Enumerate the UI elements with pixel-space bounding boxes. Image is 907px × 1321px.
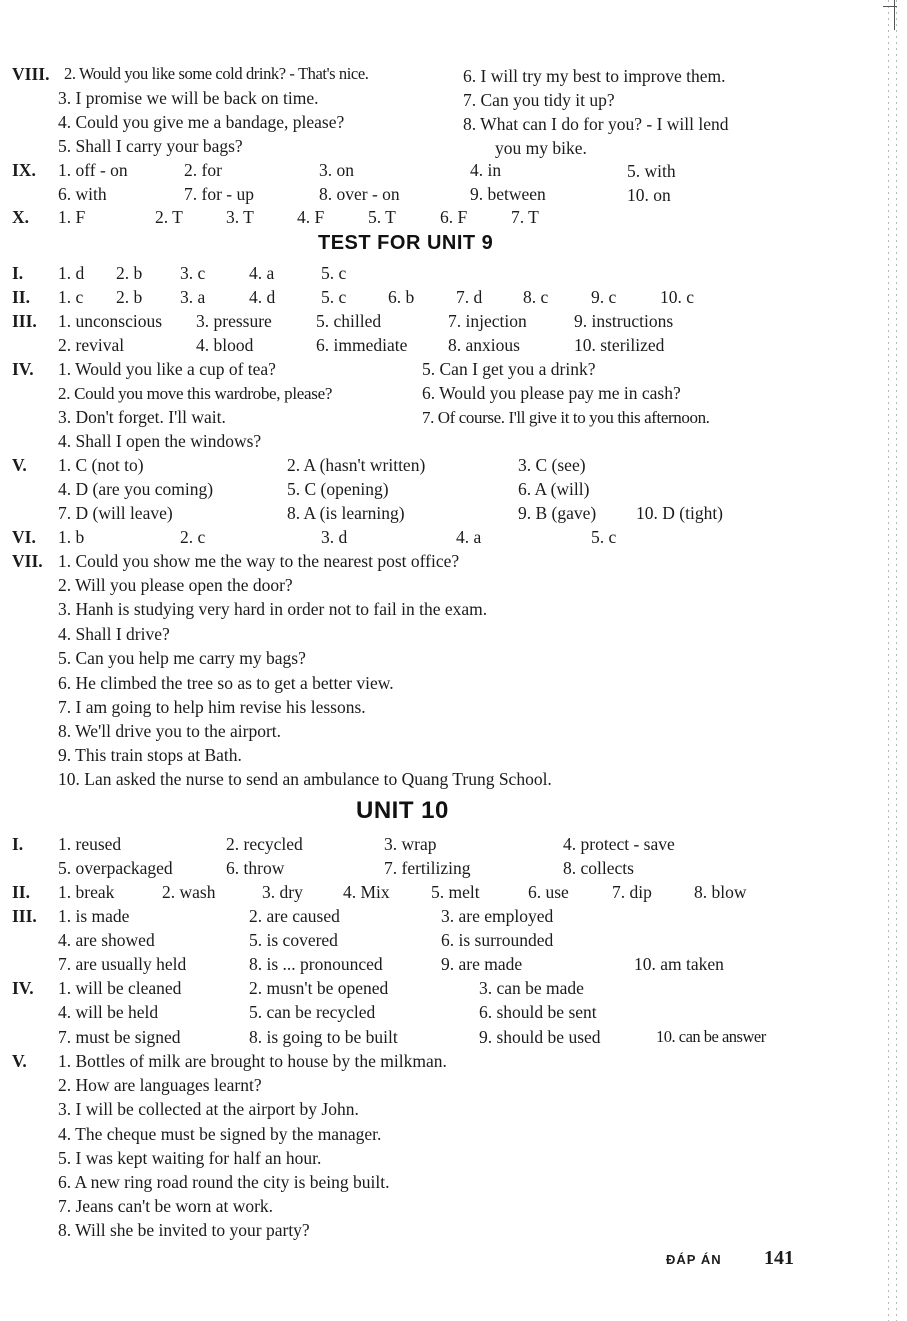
answer-item: 5. chilled <box>316 311 382 331</box>
answer-item: 3. c <box>180 263 206 283</box>
answer-item: 9. c <box>591 287 617 307</box>
section-label-iii: III. <box>12 311 37 331</box>
answer-item: 10. D (tight) <box>636 503 724 523</box>
answer-item: 10. am taken <box>634 954 724 974</box>
answer-item: 4. are showed <box>58 930 155 950</box>
answer-item: 3. are employed <box>441 906 554 926</box>
answer-item: 7. Can you tidy it up? <box>463 90 615 110</box>
section-label-ii: II. <box>12 287 30 307</box>
answer-item: 6. A new ring road round the city is being built. <box>58 1172 390 1192</box>
answer-item: 7. Jeans can't be worn at work. <box>58 1196 274 1216</box>
answer-item: 8. Will she be invited to your party? <box>58 1220 310 1240</box>
answer-item: 4. Could you give me a bandage, please? <box>58 112 345 132</box>
answer-item: 7. are usually held <box>58 954 187 974</box>
section-label-iv: IV. <box>12 359 34 379</box>
answer-item: 5. melt <box>431 882 480 902</box>
answer-item: 4. Mix <box>343 882 390 902</box>
answer-item: 8. is ... pronounced <box>249 954 383 974</box>
answer-item: 10. on <box>627 185 671 205</box>
answer-item: 8. c <box>523 287 549 307</box>
answer-item: 3. Hanh is studying very hard in order not to fail in the exam. <box>58 599 488 619</box>
answer-item: 5. is covered <box>249 930 338 950</box>
page-edge-dotted-rule-outer <box>896 0 897 1321</box>
answer-item: 1. c <box>58 287 84 307</box>
answer-item: 7. for - up <box>184 184 254 204</box>
answer-item: 1. will be cleaned <box>58 978 182 998</box>
answer-item: 4. in <box>470 160 502 180</box>
answer-item: 8. We'll drive you to the airport. <box>58 721 282 741</box>
answer-item: 10. c <box>660 287 695 307</box>
section-heading-unit-10: UNIT 10 <box>356 797 449 824</box>
answer-item: 1. off - on <box>58 160 128 180</box>
answer-item: 2. are caused <box>249 906 340 926</box>
answer-item: 3. d <box>321 527 348 547</box>
section-label-i: I. <box>12 834 24 854</box>
answer-item: 7. d <box>456 287 483 307</box>
answer-item: 5. c <box>321 263 347 283</box>
page-edge-dotted-rule <box>888 0 889 1321</box>
answer-item: 3. T <box>226 207 254 227</box>
answer-item: 4. The cheque must be signed by the manager. <box>58 1124 382 1144</box>
section-label-x: X. <box>12 207 30 227</box>
answer-item: 5. I was kept waiting for half an hour. <box>58 1148 322 1168</box>
answer-item: 2. How are languages learnt? <box>58 1075 262 1095</box>
answer-item: 4. d <box>249 287 276 307</box>
answer-item: 2. b <box>116 263 143 283</box>
answer-item: 5. C (opening) <box>287 479 389 499</box>
answer-item: 9. B (gave) <box>518 503 597 523</box>
answer-item: 2. Would you like some cold drink? - That's nice. <box>64 64 369 83</box>
section-heading-test-unit-9: TEST FOR UNIT 9 <box>318 232 494 254</box>
section-label-v: V. <box>12 455 27 475</box>
answer-item: 10. can be answer <box>656 1027 766 1046</box>
answer-item: 3. C (see) <box>518 455 586 475</box>
answer-item: 5. c <box>591 527 617 547</box>
answer-item: 5. Shall I carry your bags? <box>58 136 243 156</box>
section-label-iii: III. <box>12 906 37 926</box>
answer-item: 3. pressure <box>196 311 272 331</box>
answer-item: 6. use <box>528 882 569 902</box>
answer-item: 4. Shall I drive? <box>58 624 170 644</box>
section-label-vi: VI. <box>12 527 36 547</box>
answer-item: 4. F <box>297 207 325 227</box>
answer-item: 2. Will you please open the door? <box>58 575 293 595</box>
answer-item: 8. collects <box>563 858 634 878</box>
answer-item: 6. with <box>58 184 107 204</box>
answer-item: 6. I will try my best to improve them. <box>463 66 726 86</box>
answer-item: 8. blow <box>694 882 747 902</box>
page-number: 141 <box>764 1247 794 1269</box>
answer-item: 8. over - on <box>319 184 400 204</box>
section-label-iv: IV. <box>12 978 34 998</box>
section-label-vii: VII. <box>12 551 43 571</box>
answer-item: 2. wash <box>162 882 216 902</box>
answer-item: 3. wrap <box>384 834 437 854</box>
answer-item: 1. Could you show me the way to the nearest post office? <box>58 551 460 571</box>
answer-item: 7. injection <box>448 311 527 331</box>
answer-item: 8. is going to be built <box>249 1027 398 1047</box>
answer-item: 9. are made <box>441 954 523 974</box>
answer-item: 3. can be made <box>479 978 584 998</box>
answer-item: 2. c <box>180 527 206 547</box>
answer-item: 7. T <box>511 207 539 227</box>
answer-item: 2. musn't be opened <box>249 978 389 998</box>
answer-item: 4. a <box>249 263 275 283</box>
answer-item: 4. Shall I open the windows? <box>58 431 262 451</box>
answer-item: 6. is surrounded <box>441 930 554 950</box>
answer-item: 4. blood <box>196 335 254 355</box>
section-label-ix: IX. <box>12 160 36 180</box>
answer-item: 6. throw <box>226 858 285 878</box>
answer-item: 5. T <box>368 207 396 227</box>
answer-item: 2. Could you move this wardrobe, please? <box>58 384 333 403</box>
answer-item: 1. break <box>58 882 115 902</box>
answer-item: 5. Can I get you a drink? <box>422 359 596 379</box>
answer-item: 3. a <box>180 287 206 307</box>
answer-item: 6. A (will) <box>518 479 590 499</box>
answer-item: 1. b <box>58 527 85 547</box>
answer-item: 2. T <box>155 207 183 227</box>
answer-item: 7. dip <box>612 882 652 902</box>
answer-item: 1. unconscious <box>58 311 163 331</box>
answer-item: 10. Lan asked the nurse to send an ambulance to Quang Trung School. <box>58 769 552 789</box>
page-edge-corner-tick <box>883 6 897 7</box>
answer-item: 7. fertilizing <box>384 858 471 878</box>
answer-item: 5. overpackaged <box>58 858 173 878</box>
section-label-viii: VIII. <box>12 64 50 84</box>
answer-item: 4. D (are you coming) <box>58 479 214 499</box>
answer-item: 6. should be sent <box>479 1002 597 1022</box>
answer-item: 4. protect - save <box>563 834 675 854</box>
section-label-i: I. <box>12 263 24 283</box>
answer-item: 4. will be held <box>58 1002 159 1022</box>
answer-item: 1. reused <box>58 834 122 854</box>
answer-item: 9. between <box>470 184 546 204</box>
answer-item: 8. A (is learning) <box>287 503 405 523</box>
answer-item: 9. instructions <box>574 311 674 331</box>
answer-item: 6. Would you please pay me in cash? <box>422 383 681 403</box>
answer-item: 5. Can you help me carry my bags? <box>58 648 306 668</box>
answer-item: 3. Don't forget. I'll wait. <box>58 407 226 427</box>
answer-item: 9. should be used <box>479 1027 601 1047</box>
answer-item: 6. immediate <box>316 335 408 355</box>
answer-item: 2. A (hasn't written) <box>287 455 426 475</box>
answer-item: 1. Bottles of milk are brought to house by the milkman. <box>58 1051 447 1071</box>
answer-item: 6. F <box>440 207 468 227</box>
answer-item: you my bike. <box>495 138 587 158</box>
answer-item: 7. I am going to help him revise his lessons. <box>58 697 366 717</box>
answer-item: 7. D (will leave) <box>58 503 173 523</box>
answer-item: 10. sterilized <box>574 335 665 355</box>
answer-item: 1. F <box>58 207 86 227</box>
answer-item: 2. for <box>184 160 222 180</box>
answer-item: 5. with <box>627 161 676 181</box>
answer-item: 1. Would you like a cup of tea? <box>58 359 276 379</box>
answer-item: 9. This train stops at Bath. <box>58 745 242 765</box>
answer-item: 2. recycled <box>226 834 303 854</box>
answer-item: 1. is made <box>58 906 130 926</box>
answer-item: 6. He climbed the tree so as to get a better view. <box>58 673 394 693</box>
section-label-v: V. <box>12 1051 27 1071</box>
page-edge-corner-line <box>894 0 895 30</box>
answer-item: 2. revival <box>58 335 125 355</box>
footer-section-label: ĐÁP ÁN <box>666 1252 722 1267</box>
answer-item: 4. a <box>456 527 482 547</box>
answer-item: 6. b <box>388 287 415 307</box>
answer-item: 8. What can I do for you? - I will lend <box>463 114 729 134</box>
answer-item: 1. C (not to) <box>58 455 144 475</box>
answer-item: 5. can be recycled <box>249 1002 376 1022</box>
answer-item: 8. anxious <box>448 335 520 355</box>
answer-item: 5. c <box>321 287 347 307</box>
section-label-ii: II. <box>12 882 30 902</box>
answer-item: 3. on <box>319 160 354 180</box>
answer-item: 3. I promise we will be back on time. <box>58 88 319 108</box>
answer-item: 3. dry <box>262 882 303 902</box>
answer-item: 3. I will be collected at the airport by John. <box>58 1099 359 1119</box>
answer-item: 1. d <box>58 263 85 283</box>
answer-item: 7. Of course. I'll give it to you this afternoon. <box>422 408 710 427</box>
answer-item: 2. b <box>116 287 143 307</box>
answer-item: 7. must be signed <box>58 1027 181 1047</box>
